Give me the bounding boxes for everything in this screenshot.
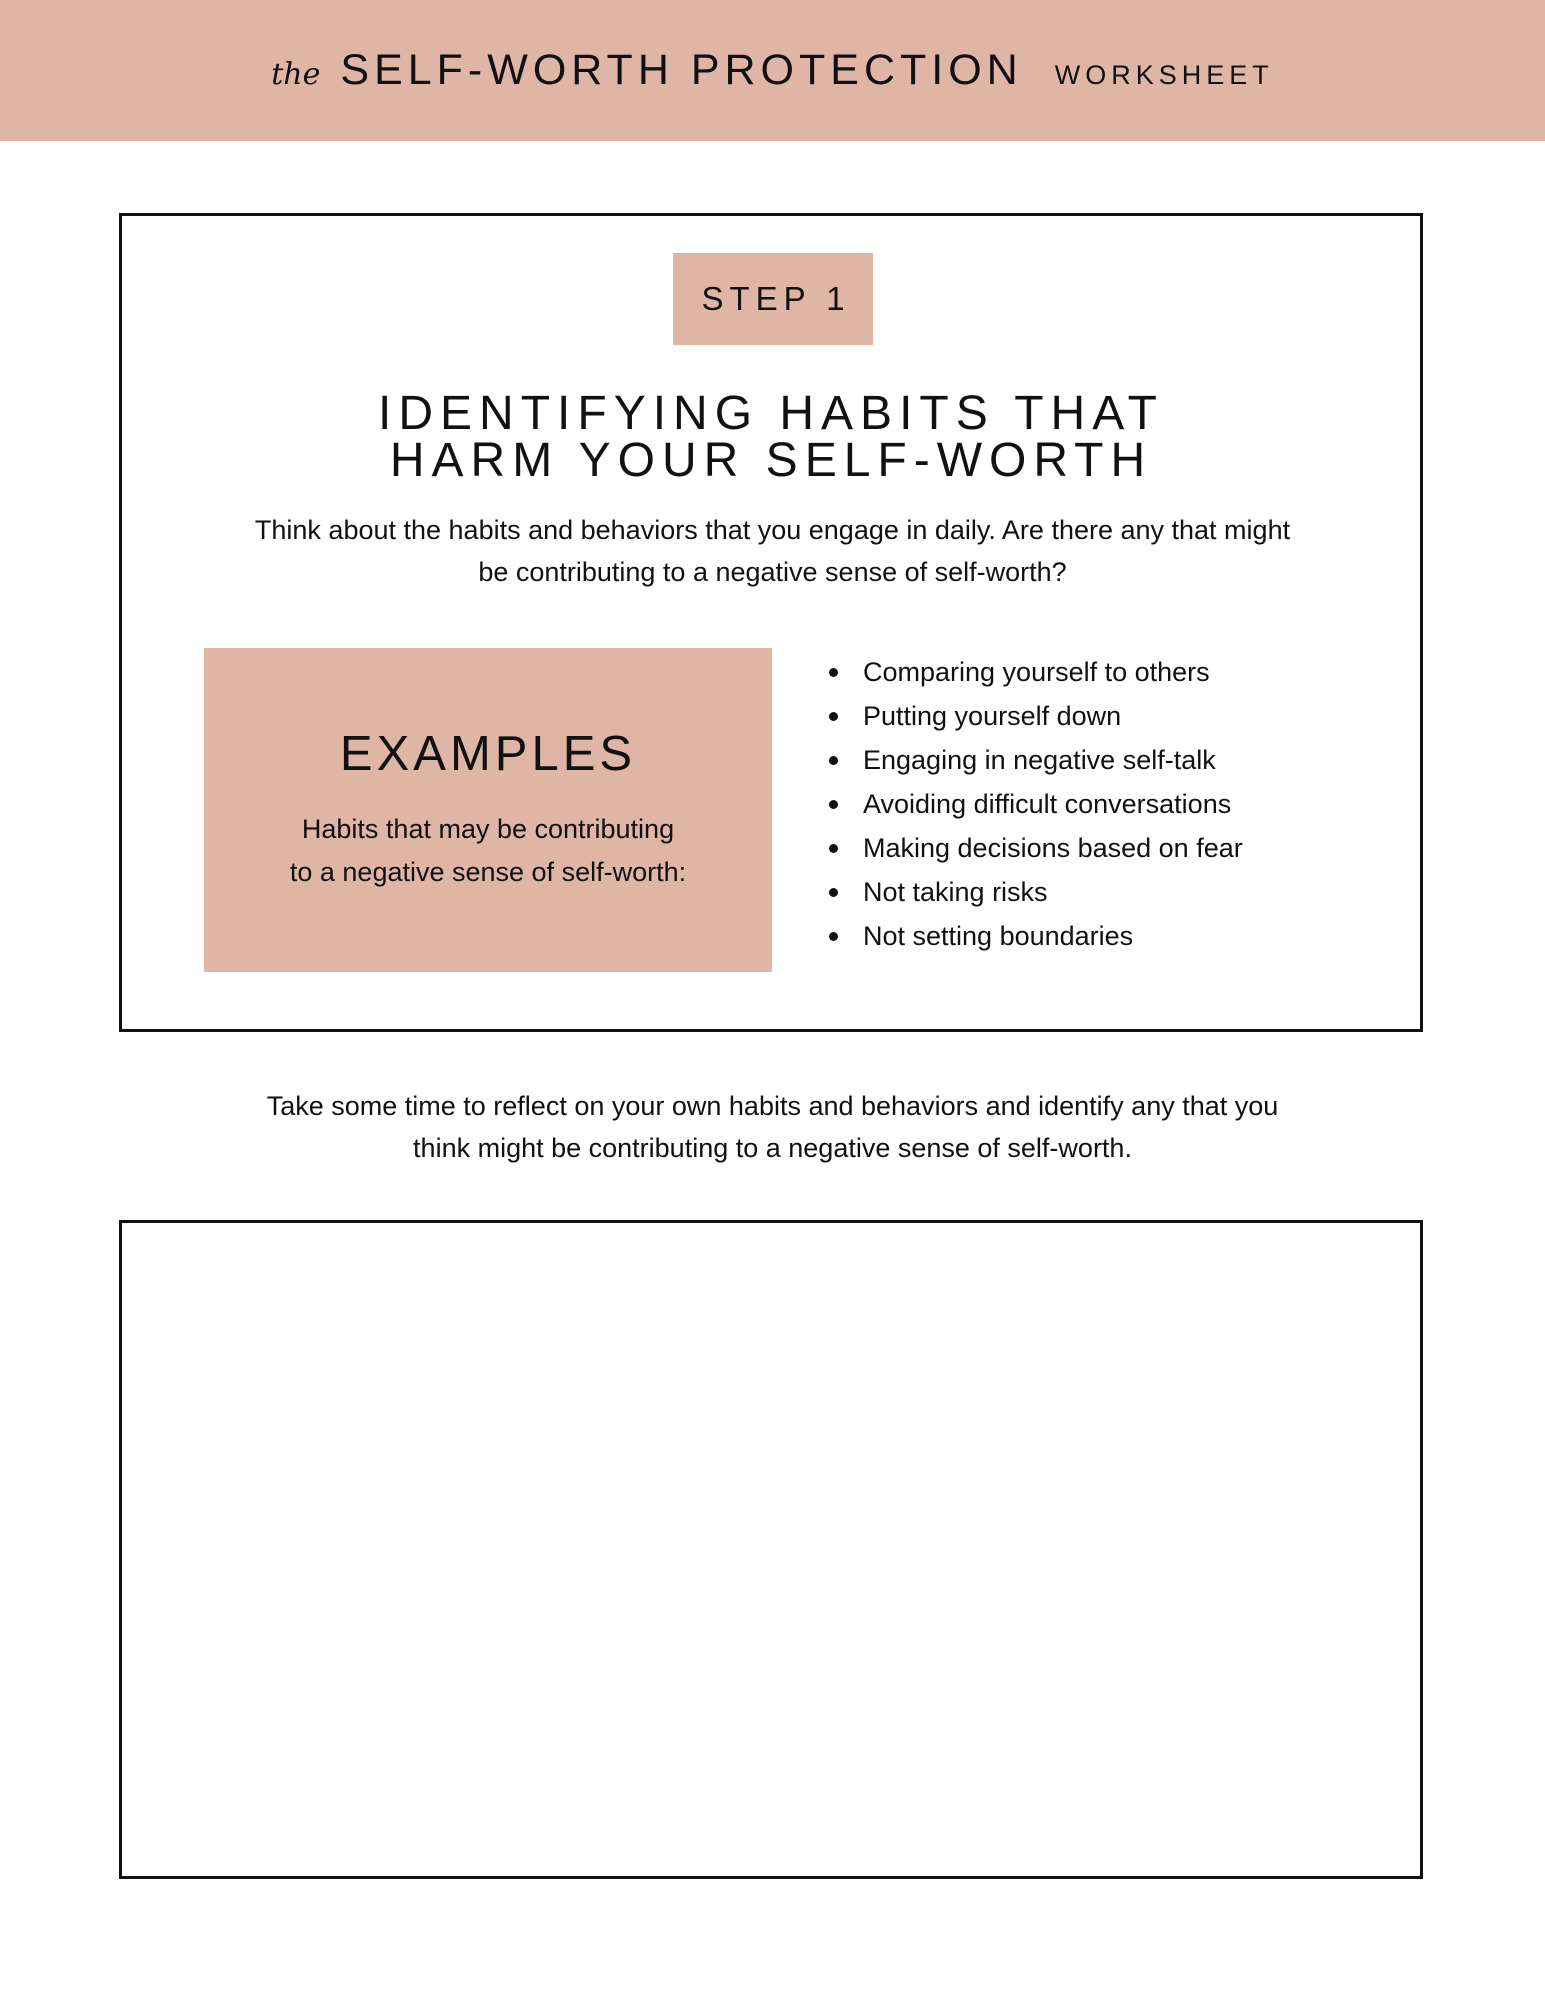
examples-description	[204, 808, 772, 894]
examples-title: EXAMPLES	[339, 727, 637, 781]
list-item	[829, 870, 1243, 914]
list-item	[829, 650, 1243, 694]
step-intro-line-1: Think about the habits and behaviors that you engage in daily. Are there any that might	[254, 515, 1291, 545]
reflection-prompt-line-2: think might be contributing to a negative sense of self-worth.	[413, 1133, 1132, 1163]
reflection-prompt-line-1: Take some time to reflect on your own habits and behaviors and identify any that you	[266, 1091, 1279, 1121]
bullet-icon	[829, 888, 838, 897]
examples-description-line-2: to a negative sense of self-worth:	[289, 857, 687, 887]
title-suffix: WORKSHEET	[1054, 60, 1274, 90]
step-intro-line-2: be contributing to a negative sense of self-worth?	[478, 557, 1067, 587]
reflection-prompt	[150, 1085, 1395, 1169]
list-item	[829, 914, 1243, 958]
list-item	[829, 738, 1243, 782]
answer-box[interactable]	[119, 1220, 1423, 1879]
list-item-text: Not taking risks	[863, 877, 1048, 907]
step-heading-line-2: HARM YOUR SELF-WORTH	[389, 434, 1153, 487]
list-item-text: Making decisions based on fear	[863, 833, 1243, 863]
header-title	[271, 46, 1274, 95]
bullet-icon	[829, 756, 838, 765]
bullet-icon	[829, 800, 838, 809]
list-item-text: Avoiding difficult conversations	[863, 789, 1232, 819]
list-item-text: Engaging in negative self-talk	[863, 745, 1216, 775]
header-banner	[0, 0, 1545, 141]
bullet-icon	[829, 844, 838, 853]
list-item-text: Putting yourself down	[863, 701, 1122, 731]
bullet-icon	[829, 712, 838, 721]
bullet-icon	[829, 668, 838, 677]
list-item-text: Not setting boundaries	[863, 921, 1134, 951]
list-item	[829, 694, 1243, 738]
list-item-text: Comparing yourself to others	[863, 657, 1210, 687]
step-intro	[150, 509, 1395, 593]
title-prefix: the	[271, 57, 321, 92]
title-main: SELF-WORTH PROTECTION	[340, 46, 1023, 94]
examples-box	[204, 648, 772, 972]
list-item	[829, 782, 1243, 826]
list-item	[829, 826, 1243, 870]
examples-description-line-1: Habits that may be contributing	[301, 814, 675, 844]
bullet-icon	[829, 932, 838, 941]
step-badge: STEP 1	[673, 253, 873, 345]
habits-list	[829, 650, 1243, 958]
step-heading-line-1: IDENTIFYING HABITS THAT	[378, 387, 1164, 440]
